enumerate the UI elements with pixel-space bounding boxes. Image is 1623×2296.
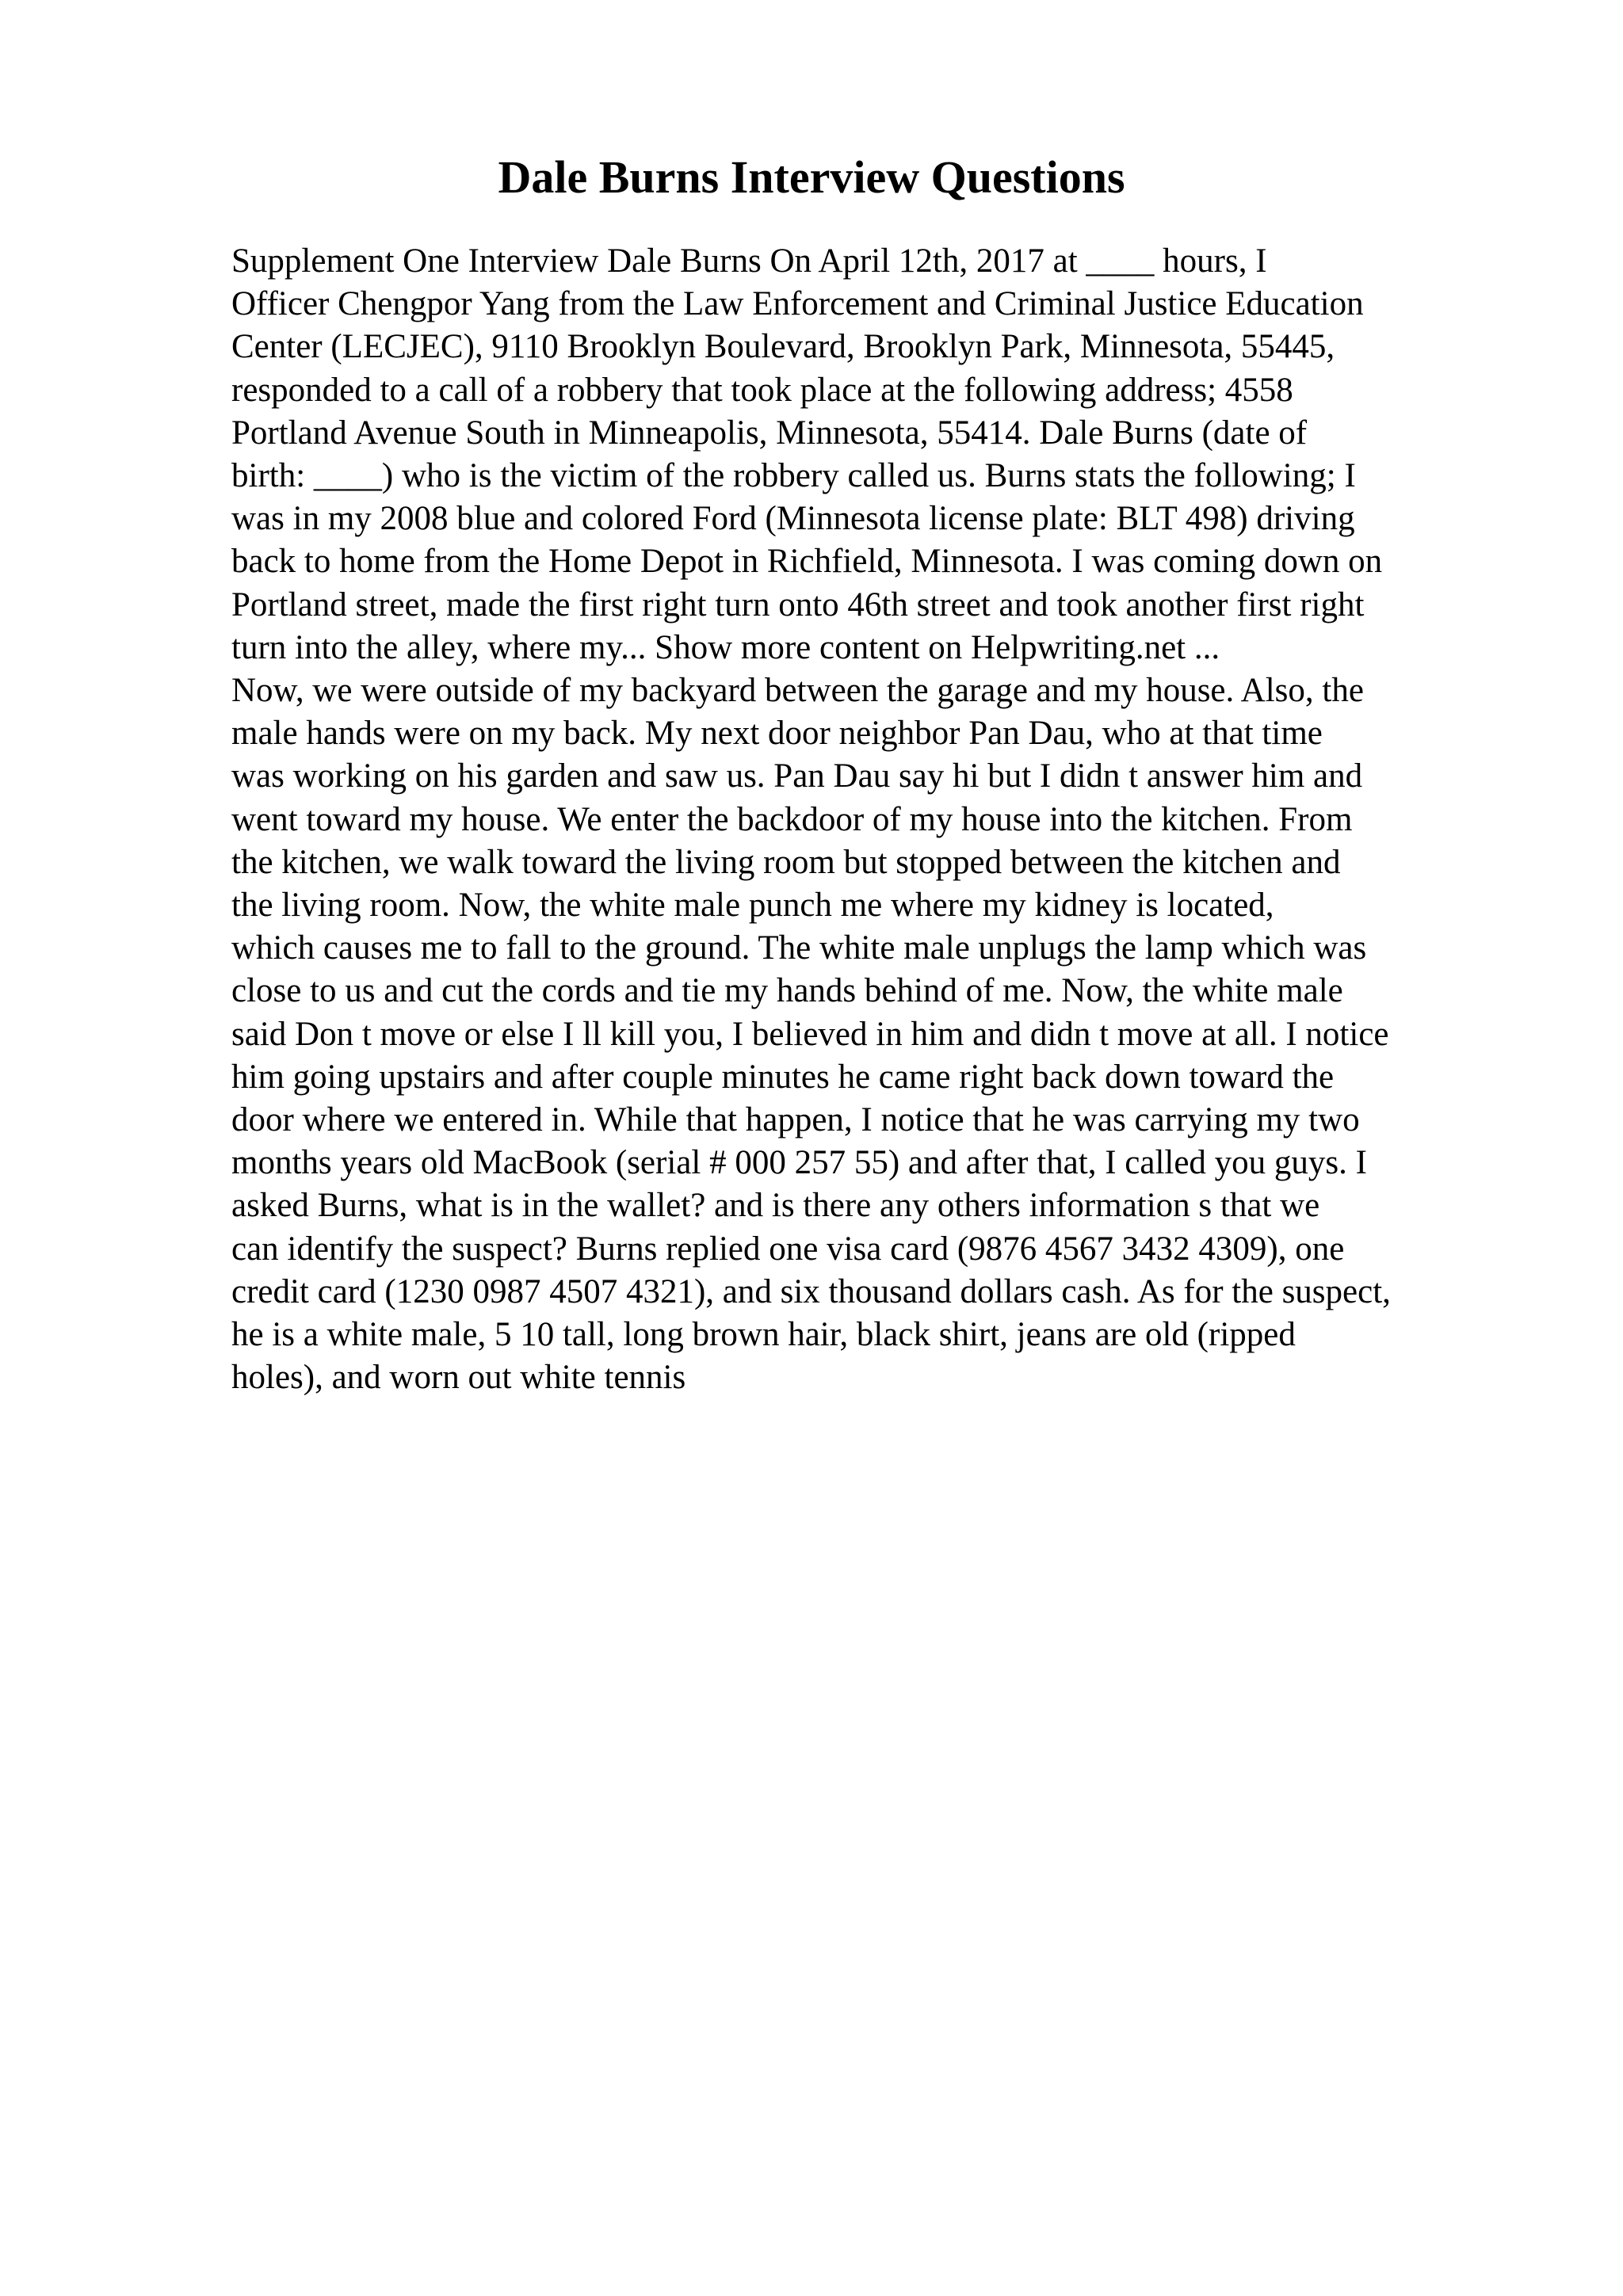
body-line: which causes me to fall to the ground. The white male unplugs the lamp which was xyxy=(231,929,1367,967)
body-line: birth: ____) who is the victim of the robbery called us. Burns stats the following; I xyxy=(231,457,1356,495)
body-line: went toward my house. We enter the backdoor of my house into the kitchen. From xyxy=(231,800,1353,838)
body-line: can identify the suspect? Burns replied one visa card (9876 4567 3432 4309), one xyxy=(231,1230,1345,1268)
body-line: Portland Avenue South in Minneapolis, Minnesota, 55414. Dale Burns (date of xyxy=(231,414,1308,452)
body-line: said Don t move or else I ll kill you, I believed in him and didn t move at all. I notice xyxy=(231,1015,1389,1053)
body-line: the kitchen, we walk toward the living room but stopped between the kitchen and xyxy=(231,843,1341,881)
body-line: door where we entered in. While that happen, I notice that he was carrying my two xyxy=(231,1101,1360,1139)
body-line: Officer Chengpor Yang from the Law Enforcement and Criminal Justice Education xyxy=(231,285,1364,323)
document-body xyxy=(231,240,1515,1399)
body-line: credit card (1230 0987 4507 4321), and six thousand dollars cash. As for the suspect, xyxy=(231,1272,1391,1310)
body-line: turn into the alley, where my... Show more content on Helpwriting.net ... xyxy=(231,628,1220,666)
body-line: months years old MacBook (serial # 000 257 55) and after that, I called you guys. I xyxy=(231,1144,1367,1182)
body-line: male hands were on my back. My next door neighbor Pan Dau, who at that time xyxy=(231,715,1323,753)
body-line: was working on his garden and saw us. Pan Dau say hi but I didn t answer him and xyxy=(231,757,1363,795)
body-line: back to home from the Home Depot in Richfield, Minnesota. I was coming down on xyxy=(231,543,1383,581)
body-line: holes), and worn out white tennis xyxy=(231,1359,686,1397)
document-title: Dale Burns Interview Questions xyxy=(498,151,1125,203)
body-line: was in my 2008 blue and colored Ford (Minnesota license plate: BLT 498) driving xyxy=(231,500,1355,538)
body-line: the living room. Now, the white male punch me where my kidney is located, xyxy=(231,887,1274,925)
body-line: Now, we were outside of my backyard between the garage and my house. Also, the xyxy=(231,672,1364,710)
body-line: him going upstairs and after couple minutes he came right back down toward the xyxy=(231,1058,1335,1096)
body-line: close to us and cut the cords and tie my hands behind of me. Now, the white male xyxy=(231,972,1343,1010)
body-line: responded to a call of a robbery that took place at the following address; 4558 xyxy=(231,371,1293,409)
body-line: he is a white male, 5 10 tall, long brown hair, black shirt, jeans are old (ripped xyxy=(231,1316,1296,1354)
body-line: Supplement One Interview Dale Burns On April 12th, 2017 at ____ hours, I xyxy=(231,242,1267,280)
body-line: asked Burns, what is in the wallet? and is there any others information s that we xyxy=(231,1187,1320,1225)
body-line: Center (LECJEC), 9110 Brooklyn Boulevard, Brooklyn Park, Minnesota, 55445, xyxy=(231,328,1335,366)
body-line: Portland street, made the first right turn onto 46th street and took another first right xyxy=(231,585,1365,624)
